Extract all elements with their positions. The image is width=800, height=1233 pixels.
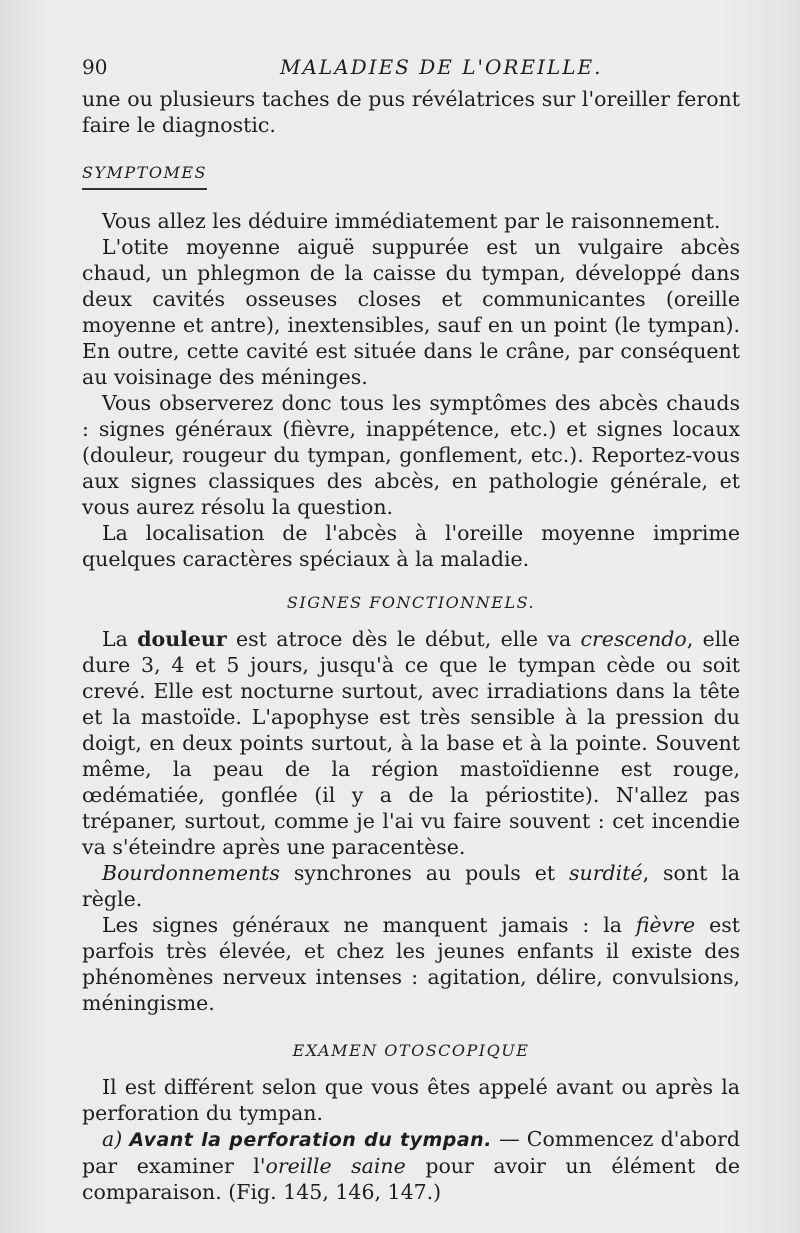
- paragraph: La localisation de l'abcès à l'oreille moyenne imprime quelques caractères spéciaux à la maladie.: [82, 521, 740, 571]
- paragraph-avant-perforation: [82, 1126, 740, 1205]
- page-body: [82, 86, 740, 1205]
- paragraph-bourdonnements: [82, 860, 740, 912]
- paragraph-signes-generaux: [82, 912, 740, 1016]
- subheading-signes-fonctionnels: SIGNES FONCTIONNELS.: [286, 593, 536, 612]
- bold-term: douleur: [137, 627, 227, 651]
- italic-term: crescendo: [580, 627, 687, 651]
- bold-italic-term: Avant la perforation du tympan.: [129, 1129, 492, 1151]
- text-run: Les signes généraux ne manquent jamais : la: [102, 913, 636, 937]
- text-run: , elle dure 3, 4 et 5 jours, jusqu'à ce que le tympan cède ou soit crevé. Elle est nocturne surtout, avec irradiations dans la tête et la mastoïde. L'apophyse est très sensible à la pression du doigt, en deux points surtout, à la base et à la pointe. Souvent même, la peau de la région mastoïdienne est rouge, œdématiée, gonflée (il y a de la périostite). N'allez pas trépaner, surtout, comme je l'ai vu faire souvent : cet incendie va s'éteindre après une paracentèse.: [82, 627, 740, 859]
- section-heading-symptomes: SYMPTOMES: [82, 160, 207, 190]
- italic-term: oreille saine: [265, 1154, 406, 1178]
- italic-term: surdité: [569, 861, 643, 885]
- text-run: La: [102, 627, 138, 651]
- paragraph: Il est différent selon que vous êtes appelé avant ou après la perforation du tympan.: [82, 1075, 740, 1125]
- page-number: 90: [82, 55, 108, 79]
- text-run: synchrones au pouls et: [279, 861, 570, 885]
- paragraph: L'otite moyenne aiguë suppurée est un vulgaire abcès chaud, un phlegmon de la caisse du tympan, développé dans deux cavités osseuses closes et communicantes (oreille moyenne et antre), inextensibles, sauf en un point (le tympan). En outre, cette cavité est située dans le crâne, par conséquent au voisinage des méninges.: [82, 235, 740, 389]
- subheading-examen-otoscopique: EXAMEN OTOSCOPIQUE: [292, 1041, 530, 1060]
- page-header: [82, 55, 742, 85]
- text-run: pour avoir un élément de comparaison. (Fig. 145, 146, 147.): [82, 1154, 740, 1204]
- text-run: est atroce dès le début, elle va: [226, 627, 581, 651]
- intro-paragraph: une ou plusieurs taches de pus révélatrices sur l'oreiller feront faire le diagnostic.: [82, 87, 740, 137]
- text-run: , sont la règle.: [82, 861, 741, 911]
- text-run: a): [102, 1127, 130, 1151]
- running-title: MALADIES DE L'OREILLE.: [280, 55, 603, 79]
- paragraph-douleur: [82, 626, 740, 860]
- text-run: — Commencez d'abord par examiner l': [82, 1127, 740, 1178]
- paragraph: Vous observerez donc tous les symptômes des abcès chauds : signes généraux (fièvre, inappétence, etc.) et signes locaux (douleur, rougeur du tympan, gonflement, etc.). Reportez-vous aux signes classiques des abcès, en pathologie générale, et vous aurez résolu la question.: [82, 391, 740, 519]
- italic-term: fièvre: [635, 913, 696, 937]
- italic-term: Bourdonnements: [102, 861, 280, 885]
- text-run: est parfois très élevée, et chez les jeunes enfants il existe des phénomènes nerveux intenses : agitation, délire, convulsions, méningisme.: [82, 913, 740, 1015]
- paragraph: Vous allez les déduire immédiatement par le raisonnement.: [102, 209, 721, 233]
